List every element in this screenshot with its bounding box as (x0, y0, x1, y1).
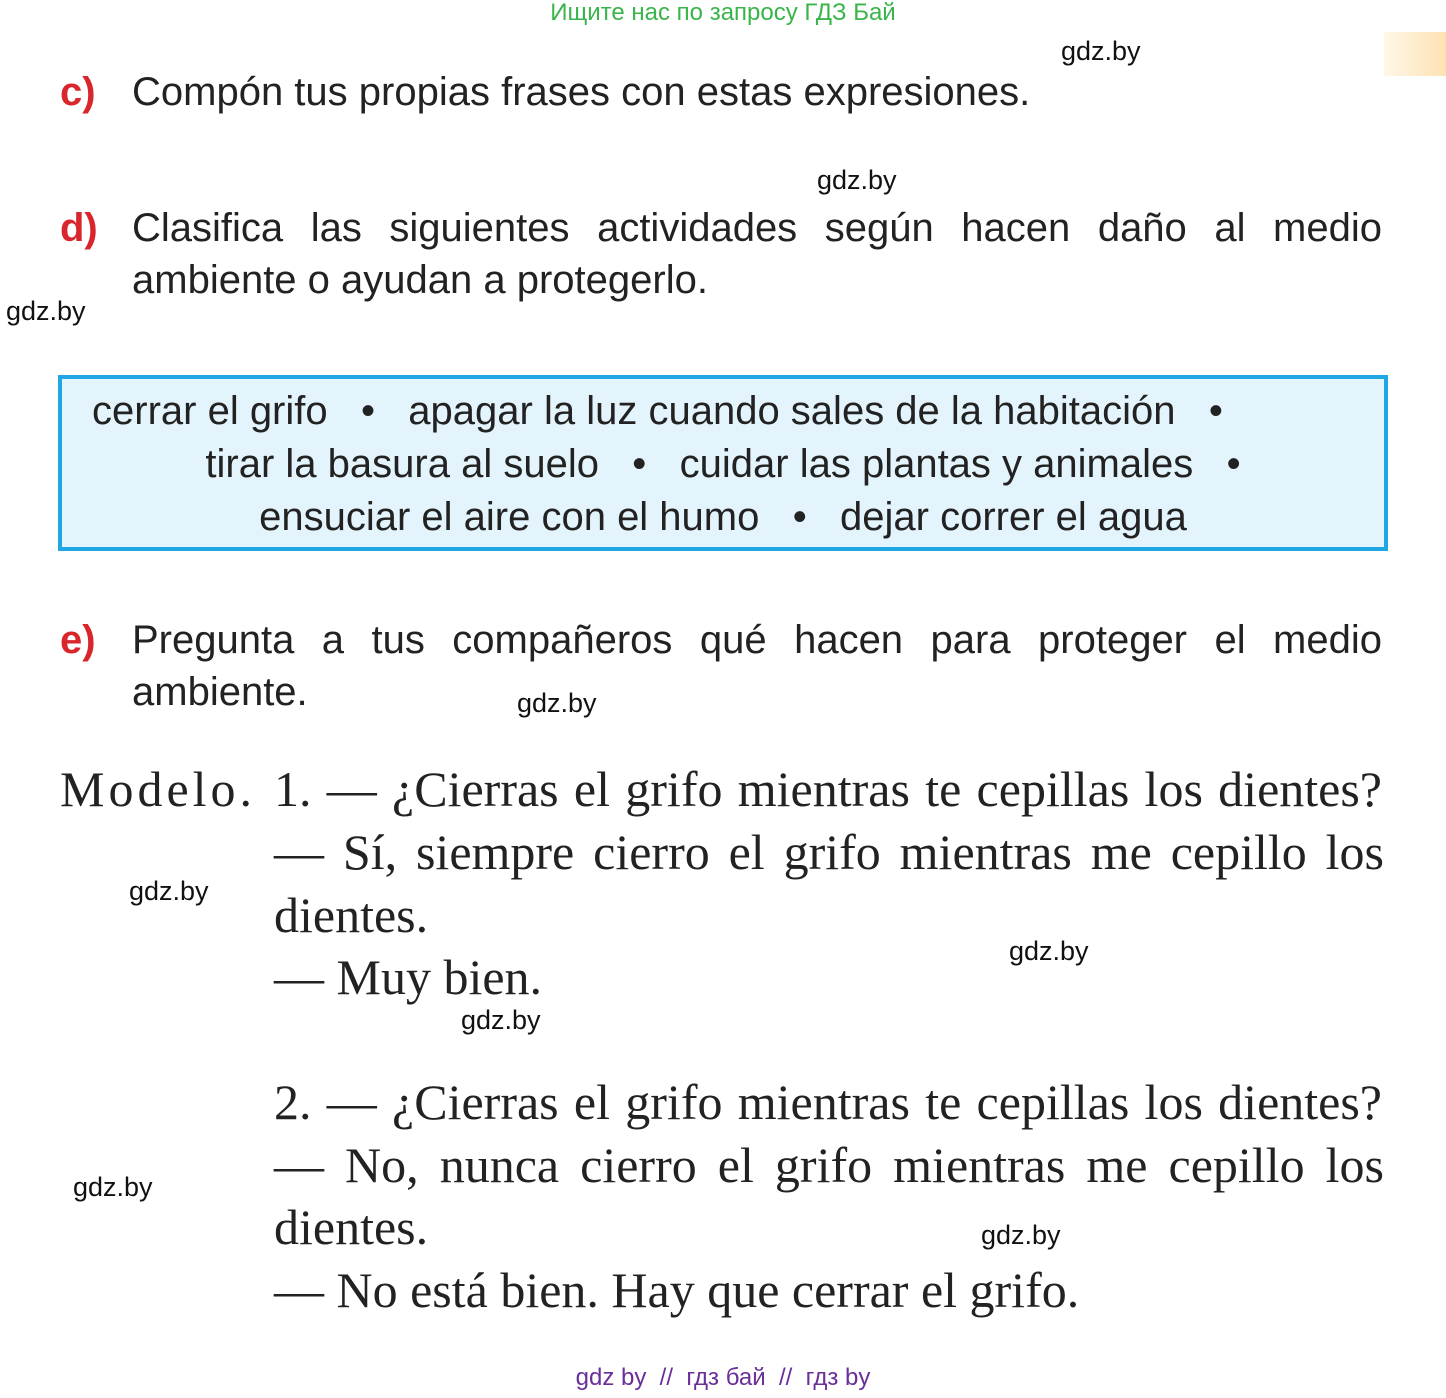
footer-links[interactable]: gdz by // гдз бай // гдз by (575, 1364, 871, 1391)
dialogue-2-line-1: 2. — ¿Cierras el grifo mientras te cepillas los dientes? (274, 1074, 1382, 1130)
dialogue-1-line-4: — Muy bien. (274, 949, 543, 1005)
watermark: gdz.by (129, 876, 209, 906)
watermark: gdz.by (6, 296, 86, 326)
task-c-letter: c) (60, 70, 96, 114)
watermark: gdz.by (981, 1220, 1061, 1250)
dialogue-2-line-3: dientes. (274, 1199, 429, 1255)
dialogue-2-line-4: — No está bien. Hay que cerrar el grifo. (274, 1262, 1080, 1318)
activities-line-3: ensuciar el aire con el humo • dejar correr el agua (259, 495, 1187, 539)
activities-line-2: tirar la basura al suelo • cuidar las plantas y animales • (205, 442, 1241, 486)
watermark: gdz.by (1061, 36, 1141, 66)
watermark: gdz.by (517, 688, 597, 718)
task-e-letter: e) (60, 618, 96, 662)
watermark: gdz.by (73, 1172, 153, 1202)
task-e-line1: Pregunta a tus compañeros qué hacen para proteger el medio (132, 618, 1382, 662)
dialogue-1-line-2: — Sí, siempre cierro el grifo mientras me cepillo los (274, 824, 1384, 880)
dialogue-1-line-3: dientes. (274, 887, 429, 943)
task-e-line2: ambiente. (132, 670, 308, 714)
dialogue-2-line-2: — No, nunca cierro el grifo mientras me cepillo los (274, 1137, 1384, 1193)
task-d-line1: Clasifica las siguientes actividades según hacen daño al medio (132, 206, 1382, 250)
task-c-text: Compón tus propias frases con estas expresiones. (132, 70, 1031, 114)
page-corner-tab (1384, 32, 1446, 76)
task-d-letter: d) (60, 206, 98, 250)
task-d-line2: ambiente o ayudan a protegerlo. (132, 258, 708, 302)
top-banner[interactable]: Ищите нас по запросу ГДЗ Бай (550, 0, 896, 26)
watermark: gdz.by (817, 165, 897, 195)
activities-box (58, 375, 1388, 551)
activities-line-1: cerrar el grifo • apagar la luz cuando sales de la habitación • (92, 389, 1223, 433)
modelo-label: Modelo. (60, 761, 257, 817)
watermark: gdz.by (461, 1005, 541, 1035)
watermark: gdz.by (1009, 936, 1089, 966)
dialogue-1-line-1: 1. — ¿Cierras el grifo mientras te cepillas los dientes? (274, 761, 1382, 817)
